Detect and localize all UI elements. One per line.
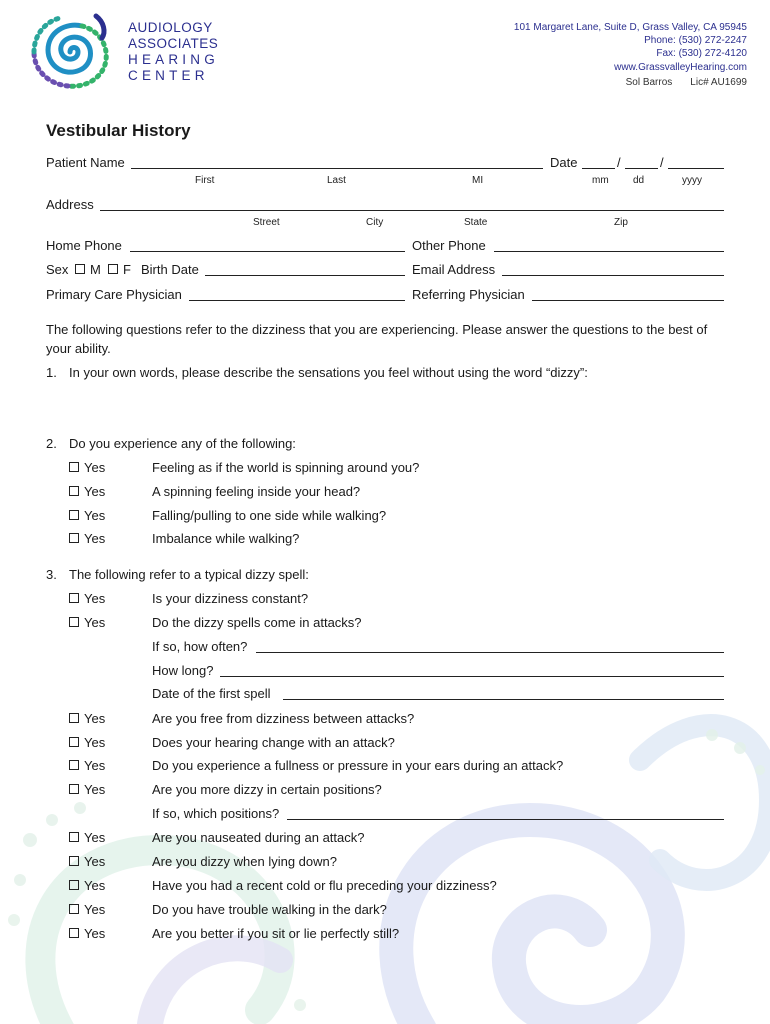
logo-line-4: CENTER: [128, 68, 209, 83]
q2-yes-option[interactable]: [69, 484, 105, 499]
q3-yes-option[interactable]: [69, 711, 105, 726]
yes-label: Yes: [84, 508, 106, 523]
referring-field[interactable]: [532, 300, 724, 301]
q3-item: Are you better if you sit or lie perfectly still?: [152, 926, 400, 941]
q3-yes-option[interactable]: [69, 735, 105, 750]
q3-yes-option[interactable]: [69, 854, 105, 869]
which-positions-field[interactable]: [287, 819, 724, 820]
q3-yes-option[interactable]: [69, 782, 105, 797]
date-label: Date: [550, 155, 578, 170]
clinic-address: 101 Margaret Lane, Suite D, Grass Valley, CA 95945: [513, 22, 747, 33]
q2-yes-option[interactable]: [69, 460, 105, 475]
date-slash-2: /: [660, 155, 664, 170]
yes-checkbox[interactable]: [69, 904, 79, 914]
yes-checkbox[interactable]: [69, 928, 79, 938]
clinic-phone: Phone: (530) 272-2247: [644, 35, 747, 47]
q2-item: Falling/pulling to one side while walking?: [152, 508, 387, 523]
q2-text: Do you experience any of the following:: [69, 436, 296, 451]
yes-checkbox[interactable]: [69, 856, 79, 866]
q3-yes-option[interactable]: [69, 615, 105, 630]
referring-label: Referring Physician: [412, 287, 525, 302]
pcp-field[interactable]: [189, 300, 405, 301]
q3-yes-option[interactable]: [69, 830, 105, 845]
home-phone-field[interactable]: [130, 251, 405, 252]
yes-label: Yes: [84, 591, 106, 606]
how-often-label: If so, how often?: [152, 639, 248, 654]
q2-yes-option[interactable]: [69, 508, 105, 523]
q3-text: The following refer to a typical dizzy spell:: [69, 567, 309, 582]
yes-label: Yes: [84, 758, 106, 773]
yes-label: Yes: [84, 711, 106, 726]
yes-checkbox[interactable]: [69, 462, 79, 472]
male-label: M: [90, 262, 101, 277]
female-checkbox[interactable]: [108, 264, 118, 274]
logo-line-2: ASSOCIATES: [128, 36, 219, 51]
q3-item: Does your hearing change with an attack?: [152, 735, 395, 750]
date-yyyy-field[interactable]: [668, 168, 724, 169]
birth-date-field[interactable]: [205, 275, 405, 276]
q3-yes-option[interactable]: [69, 902, 105, 917]
street-sublabel: Street: [253, 217, 280, 228]
q1-answer-area[interactable]: [69, 385, 724, 431]
q3-item: Is your dizziness constant?: [152, 591, 309, 606]
patient-name-label: Patient Name: [46, 155, 125, 170]
city-sublabel: City: [366, 217, 384, 228]
sex-female-option[interactable]: [108, 262, 131, 277]
patient-name-field[interactable]: [131, 168, 543, 169]
male-checkbox[interactable]: [75, 264, 85, 274]
sex-male-option[interactable]: [75, 262, 101, 277]
home-phone-label: Home Phone: [46, 238, 122, 253]
sex-label: Sex: [46, 262, 69, 277]
logo-line-1: AUDIOLOGY: [128, 20, 213, 35]
first-spell-label: Date of the first spell: [152, 686, 271, 701]
q2-number: 2.: [46, 436, 57, 451]
yes-label: Yes: [84, 902, 106, 917]
q3-yes-option[interactable]: [69, 926, 105, 941]
mi-sublabel: MI: [472, 175, 484, 186]
which-positions-label: If so, which positions?: [152, 806, 280, 821]
q2-item: Imbalance while walking?: [152, 531, 300, 546]
dd-sublabel: dd: [633, 175, 645, 186]
q3-item: Do the dizzy spells come in attacks?: [152, 615, 362, 630]
provider-name: Sol Barros: [625, 76, 673, 88]
yyyy-sublabel: yyyy: [682, 175, 702, 186]
email-label: Email Address: [412, 262, 496, 277]
yes-label: Yes: [84, 782, 106, 797]
mm-sublabel: mm: [592, 175, 609, 186]
q3-item: Do you experience a fullness or pressure in your ears during an attack?: [152, 758, 564, 773]
state-sublabel: State: [464, 217, 488, 228]
address-field[interactable]: [100, 210, 724, 211]
contact-block: [514, 21, 747, 89]
yes-checkbox[interactable]: [69, 713, 79, 723]
clinic-fax: Fax: (530) 272-4120: [656, 48, 747, 60]
yes-label: Yes: [84, 878, 106, 893]
last-sublabel: Last: [327, 175, 346, 186]
yes-label: Yes: [84, 854, 106, 869]
q1-text: In your own words, please describe the sensations you feel without using the word “dizzy”:: [69, 365, 588, 380]
yes-label: Yes: [84, 460, 106, 475]
q3-item: Do you have trouble walking in the dark?: [152, 902, 387, 917]
q3-item: Have you had a recent cold or flu preceding your dizziness?: [152, 878, 497, 893]
other-phone-label: Other Phone: [412, 238, 486, 253]
yes-label: Yes: [84, 484, 106, 499]
yes-checkbox[interactable]: [69, 880, 79, 890]
clinic-website[interactable]: www.GrassvalleyHearing.com: [614, 61, 747, 73]
q2-item: A spinning feeling inside your head?: [152, 484, 361, 499]
q3-item: Are you dizzy when lying down?: [152, 854, 337, 869]
q3-yes-option[interactable]: [69, 591, 105, 606]
how-often-field[interactable]: [256, 652, 724, 653]
yes-label: Yes: [84, 926, 106, 941]
first-sublabel: First: [195, 175, 215, 186]
yes-label: Yes: [84, 735, 106, 750]
date-slash-1: /: [617, 155, 621, 170]
q3-item: Are you nauseated during an attack?: [152, 830, 365, 845]
date-mm-field[interactable]: [582, 168, 615, 169]
address-label: Address: [46, 197, 94, 212]
email-field[interactable]: [502, 275, 724, 276]
license-number: Lic# AU1699: [690, 76, 747, 88]
pcp-label: Primary Care Physician: [46, 287, 182, 302]
intro-paragraph: The following questions refer to the dizziness that you are experiencing. Please answer the questions to the best of your ability.: [46, 322, 708, 356]
yes-checkbox[interactable]: [69, 593, 79, 603]
yes-checkbox[interactable]: [69, 533, 79, 543]
how-long-field[interactable]: [220, 676, 724, 677]
yes-checkbox[interactable]: [69, 832, 79, 842]
yes-label: Yes: [84, 531, 106, 546]
date-dd-field[interactable]: [625, 168, 658, 169]
first-spell-field[interactable]: [283, 699, 724, 700]
q1-number: 1.: [46, 365, 57, 380]
birth-date-label: Birth Date: [141, 262, 199, 277]
yes-checkbox[interactable]: [69, 737, 79, 747]
q3-number: 3.: [46, 567, 57, 582]
q3-yes-option[interactable]: [69, 758, 105, 773]
page-title: Vestibular History: [46, 121, 191, 140]
yes-checkbox[interactable]: [69, 760, 79, 770]
logo-wordmark: [128, 20, 219, 84]
q3-yes-option[interactable]: [69, 878, 105, 893]
yes-checkbox[interactable]: [69, 510, 79, 520]
yes-label: Yes: [84, 615, 106, 630]
zip-sublabel: Zip: [614, 217, 628, 228]
logo-spiral-icon: [22, 12, 120, 94]
q3-item: Are you free from dizziness between attacks?: [152, 711, 415, 726]
yes-checkbox[interactable]: [69, 617, 79, 627]
yes-checkbox[interactable]: [69, 486, 79, 496]
q3-item: Are you more dizzy in certain positions?: [152, 782, 382, 797]
q2-yes-option[interactable]: [69, 531, 105, 546]
logo-line-3: HEARING: [128, 52, 219, 67]
yes-checkbox[interactable]: [69, 784, 79, 794]
other-phone-field[interactable]: [494, 251, 724, 252]
yes-label: Yes: [84, 830, 106, 845]
q2-item: Feeling as if the world is spinning around you?: [152, 460, 420, 475]
how-long-label: How long?: [152, 663, 214, 678]
female-label: F: [123, 262, 131, 277]
